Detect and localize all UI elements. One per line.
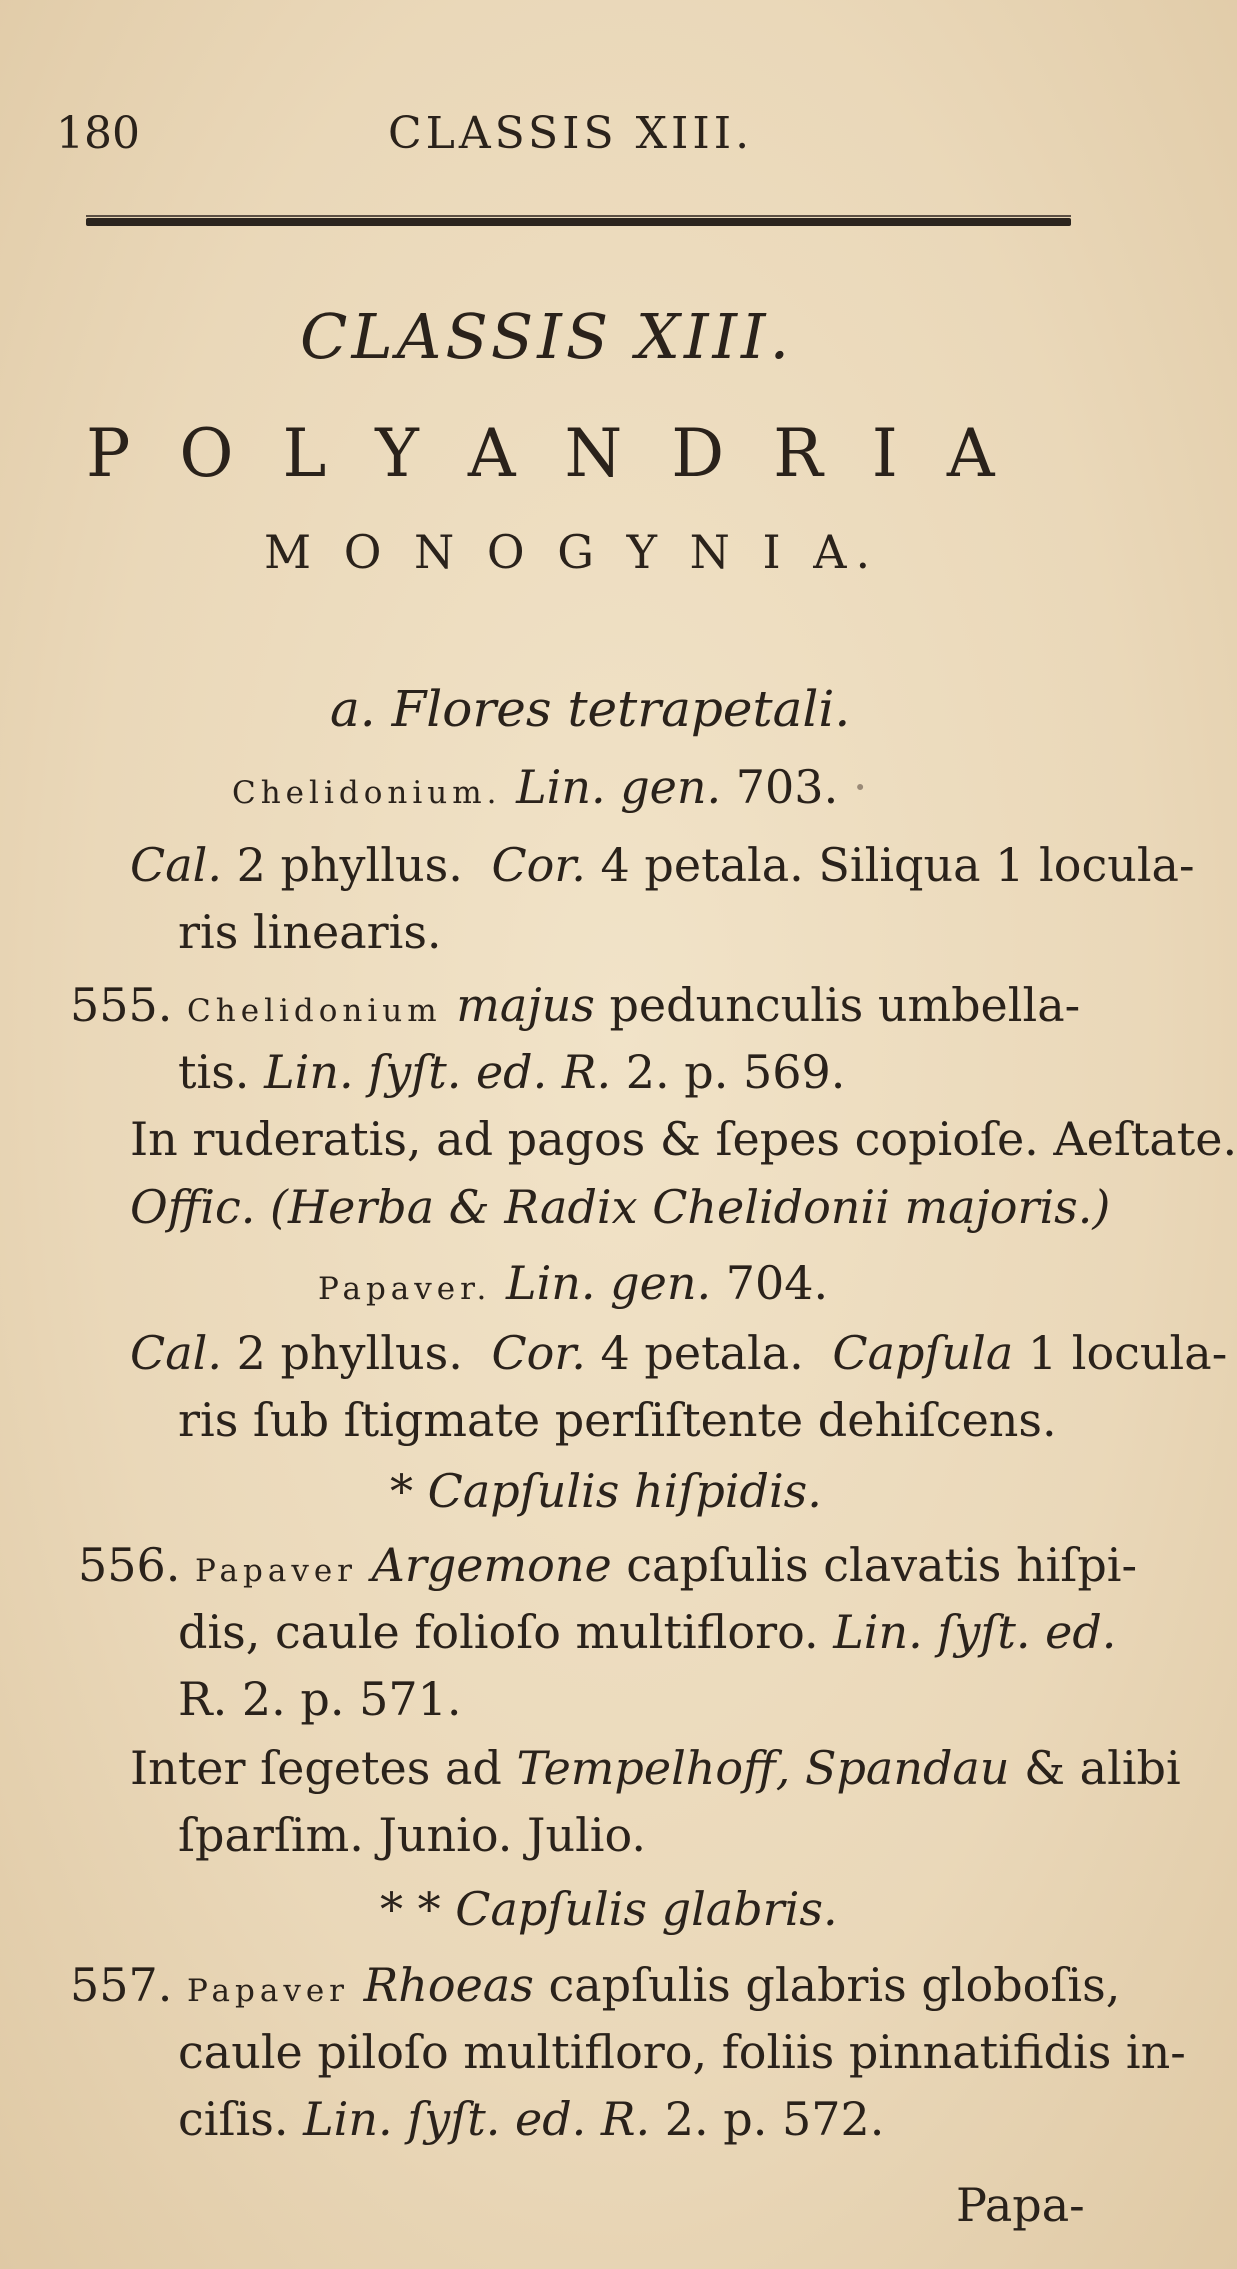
species-reference-page: R. 2. p. 571. [178, 1672, 462, 1726]
species-description: capſulis glabris globoſis, [548, 1958, 1121, 2012]
genus-trail-mark: · [852, 760, 868, 814]
header-rule [86, 218, 1071, 226]
genus-ref-label: Lin. gen. [506, 1256, 712, 1310]
species-number: 557. [70, 1958, 173, 2012]
species-epithet: majus [456, 978, 595, 1032]
species-556 [78, 1538, 1137, 1592]
species-epithet: Rhoeas [363, 1958, 534, 2012]
cor-text: 4 petala. [600, 1326, 804, 1380]
species-reference: Lin. ſyſt. ed. R. [303, 2092, 651, 2146]
species-description: pedunculis umbella- [609, 978, 1081, 1032]
species-557 [70, 1958, 1120, 2012]
class-name: P O L Y A N D R I A [86, 415, 1009, 492]
subsection-glabrous [380, 1882, 838, 1936]
species-reference-page: 2. p. 569. [625, 1045, 846, 1099]
section-a-label: a. [330, 680, 376, 738]
papaver-characters [130, 1326, 1227, 1380]
species-number: 555. [70, 978, 173, 1032]
species-557-cont: caule piloſo multifloro, foliis pinnatifidis in- [178, 2025, 1186, 2079]
genus-line-papaver [318, 1256, 828, 1310]
species-555-habitat: In ruderatis, ad pagos & ſepes copioſe. Aeſtate. [130, 1112, 1237, 1166]
species-555-officinal: Offic. (Herba & Radix Chelidonii majoris.) [130, 1180, 1111, 1234]
cor-label: Cor. [491, 1326, 586, 1380]
species-555 [70, 978, 1080, 1032]
subsection-title: Capſulis hiſpidis. [427, 1464, 822, 1518]
order-name: M O N O G Y N I A. [264, 525, 880, 579]
cor-text: 4 petala. Siliqua 1 locula- [600, 838, 1195, 892]
chelidonium-characters [130, 838, 1195, 892]
cal-label: Cal. [130, 1326, 222, 1380]
subsection-stars: * [390, 1464, 413, 1518]
habitat-place-1: Tempelhoff, [516, 1741, 791, 1795]
genus-ref-number: 703. [735, 760, 839, 814]
page-number: 180 [56, 108, 140, 159]
cal-text: 2 phyllus. [236, 1326, 463, 1380]
cor-label: Cor. [491, 838, 586, 892]
species-556-habitat [130, 1741, 1181, 1795]
species-557-cont2 [178, 2092, 884, 2146]
species-reference: Lin. ſyſt. ed. R. [264, 1045, 612, 1099]
subsection-stars: * * [380, 1882, 441, 1936]
capsula-text: 1 locula- [1027, 1326, 1228, 1380]
cal-text: 2 phyllus. [236, 838, 463, 892]
species-555-cont [178, 1045, 845, 1099]
habitat-text: Inter ſegetes ad [130, 1741, 502, 1795]
section-a-title: Flores tetrapetali. [391, 680, 851, 738]
species-556-ref-cont [178, 1672, 462, 1726]
chelidonium-characters-cont: ris linearis. [178, 905, 442, 959]
species-genus: Papaver [187, 1973, 349, 2009]
capsula-label: Capſula [832, 1326, 1014, 1380]
running-title: CLASSIS XIII. [388, 108, 754, 159]
genus-ref-number: 704. [725, 1256, 829, 1310]
species-description-end: ciſis. [178, 2092, 289, 2146]
species-epithet: Argemone [371, 1538, 612, 1592]
species-genus: Chelidonium [187, 993, 442, 1029]
cal-label: Cal. [130, 838, 222, 892]
genus-name: Chelidonium. [232, 775, 502, 811]
habitat-place-2: Spandau [804, 1741, 1010, 1795]
papaver-characters-cont: ris ſub ſtigmate perſiſtente dehiſcens. [178, 1393, 1057, 1447]
species-556-cont [178, 1605, 1116, 1659]
species-556-habitat-cont: ſparſim. Junio. Julio. [178, 1808, 647, 1862]
section-a-heading [330, 680, 850, 738]
header-rule-thin [86, 215, 1071, 217]
genus-name: Papaver. [318, 1271, 492, 1307]
species-description-end: tis. [178, 1045, 250, 1099]
genus-line-chelidonium [232, 760, 867, 814]
species-reference: Lin. ſyſt. ed. [833, 1605, 1117, 1659]
species-genus: Papaver [195, 1553, 357, 1589]
subsection-hispid [390, 1464, 822, 1518]
species-reference-page: 2. p. 572. [664, 2092, 885, 2146]
classis-heading: CLASSIS XIII. [300, 300, 794, 373]
catchword: Papa- [956, 2178, 1085, 2232]
species-number: 556. [78, 1538, 181, 1592]
habitat-text-end: & alibi [1024, 1741, 1181, 1795]
genus-ref-label: Lin. gen. [516, 760, 722, 814]
species-description-cont: dis, caule folioſo multifloro. [178, 1605, 819, 1659]
subsection-title: Capſulis glabris. [455, 1882, 838, 1936]
species-description: capſulis clavatis hiſpi- [626, 1538, 1138, 1592]
